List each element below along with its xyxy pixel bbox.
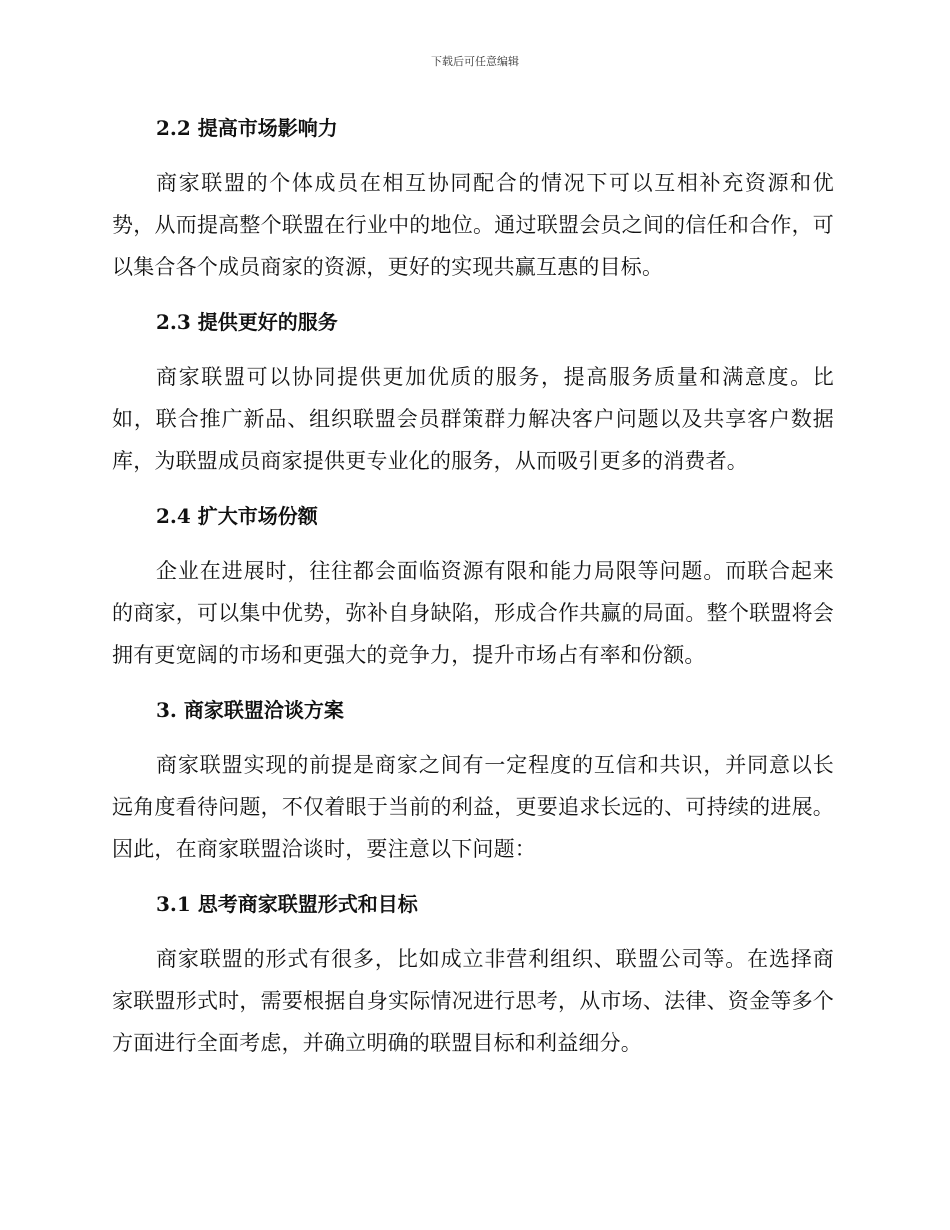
section-heading-2-4: 2.4 扩大市场份额 (156, 504, 318, 528)
section-paragraph-3-1: 商家联盟的形式有很多，比如成立非营利组织、联盟公司等。在选择商家联盟形式时，需要根据自身实际情况进行思考，从市场、法律、资金等多个方面进行全面考虑，并确立明确的联盟目标和利益细分。 (112, 947, 834, 1055)
section-heading-2-2: 2.2 提高市场影响力 (156, 116, 338, 140)
section-heading-3-1: 3.1 思考商家联盟形式和目标 (156, 892, 418, 916)
section-paragraph-2-2: 商家联盟的个体成员在相互协同配合的情况下可以互相补充资源和优势，从而提高整个联盟在行业中的地位。通过联盟会员之间的信任和合作，可以集合各个成员商家的资源，更好的实现共赢互惠的目标。 (112, 171, 834, 279)
section-paragraph-3: 商家联盟实现的前提是商家之间有一定程度的互信和共识，并同意以长远角度看待问题，不仅着眼于当前的利益，更要追求长远的、可持续的进展。因此，在商家联盟洽谈时，要注意以下问题： (112, 753, 834, 861)
section-heading-3: 3. 商家联盟洽谈方案 (156, 698, 344, 722)
document-body (112, 108, 834, 1078)
section-paragraph-2-4: 企业在进展时，往往都会面临资源有限和能力局限等问题。而联合起来的商家，可以集中优势，弥补自身缺陷，形成合作共赢的局面。整个联盟将会拥有更宽阔的市场和更强大的竞争力，提升市场占有率和份额。 (112, 559, 834, 667)
section-paragraph-2-3: 商家联盟可以协同提供更加优质的服务，提高服务质量和满意度。比如，联合推广新品、组织联盟会员群策群力解决客户问题以及共享客户数据库，为联盟成员商家提供更专业化的服务，从而吸引更多的消费者。 (112, 365, 834, 473)
section-heading-2-3: 2.3 提供更好的服务 (156, 310, 338, 334)
page-header: 下载后可任意编辑 (431, 55, 519, 68)
